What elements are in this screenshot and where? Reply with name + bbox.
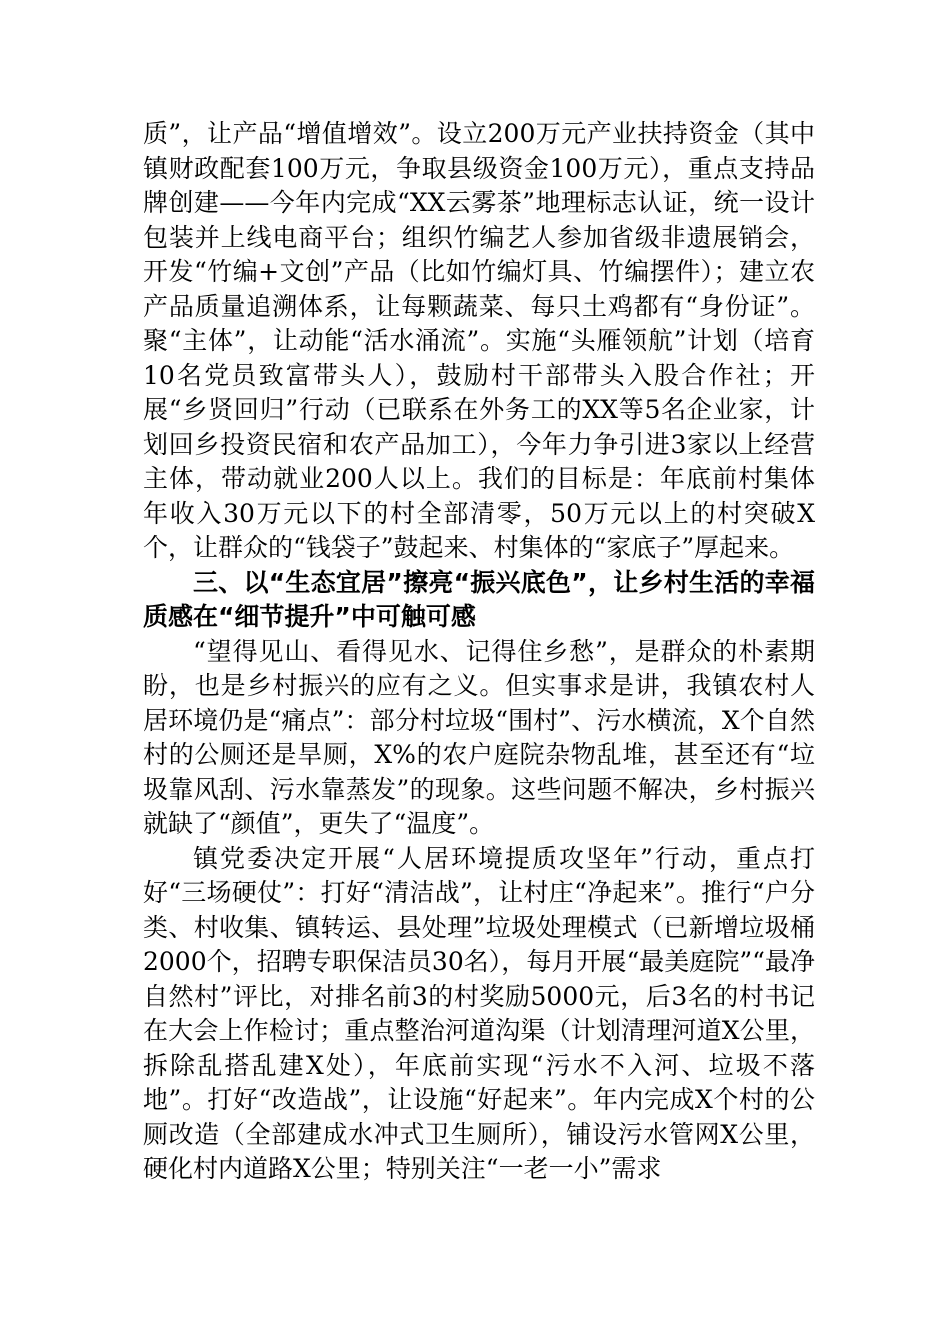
document-page [143, 117, 815, 1187]
body-paragraph-2: “望得见山、看得见水、记得住乡愁”，是群众的朴素期盼，也是乡村振兴的应有之义。但实事求是讲，我镇农村人居环境仍是“痛点”：部分村垃圾“围村”、污水横流，X个自然村的公厕还是旱厕，X%的农户庭院杂物乱堆，甚至还有“垃圾靠风刮、污水靠蒸发”的现象。这些问题不解决，乡村振兴就缺了“颜值”，更失了“温度”。 [143, 636, 815, 838]
body-paragraph-1: 质”，让产品“增值增效”。设立200万元产业扶持资金（其中镇财政配套100万元，争取县级资金100万元），重点支持品牌创建——今年内完成“XX云雾茶”地理标志认证，统一设计包装并上线电商平台；组织竹编艺人参加省级非遗展销会，开发“竹编+文创”产品（比如竹编灯具、竹编摆件）；建立农产品质量追溯体系，让每颗蔬菜、每只土鸡都有“身份证”。聚“主体”，让动能“活水涌流”。实施“头雁领航”计划（培育10名党员致富带头人），鼓励村干部带头入股合作社；开展“乡贤回归”行动（已联系在外务工的XX等5名企业家，计划回乡投资民宿和农产品加工），今年力争引进3家以上经营主体，带动就业200人以上。我们的目标是：年底前村集体年收入30万元以下的村全部清零，50万元以上的村突破X个，让群众的“钱袋子”鼓起来、村集体的“家底子”厚起来。 [143, 119, 815, 562]
section-heading-3: 三、以“生态宜居”擦亮“振兴底色”，让乡村生活的幸福质感在“细节提升”中可触可感 [143, 567, 815, 631]
body-paragraph-3: 镇党委决定开展“人居环境提质攻坚年”行动，重点打好“三场硬仗”：打好“清洁战”，让村庄“净起来”。推行“户分类、村收集、镇转运、县处理”垃圾处理模式（已新增垃圾桶2000个，招聘专职保洁员30名），每月开展“最美庭院”“最净自然村”评比，对排名前3的村奖励5000元，后3名的村书记在大会上作检讨；重点整治河道沟渠（计划清理河道X公里，拆除乱搭乱建X处），年底前实现“污水不入河、垃圾不落地”。打好“改造战”，让设施“好起来”。年内完成X个村的公厕改造（全部建成水冲式卫生厕所），铺设污水管网X公里，硬化村内道路X公里；特别关注“一老一小”需求 [143, 843, 815, 1183]
